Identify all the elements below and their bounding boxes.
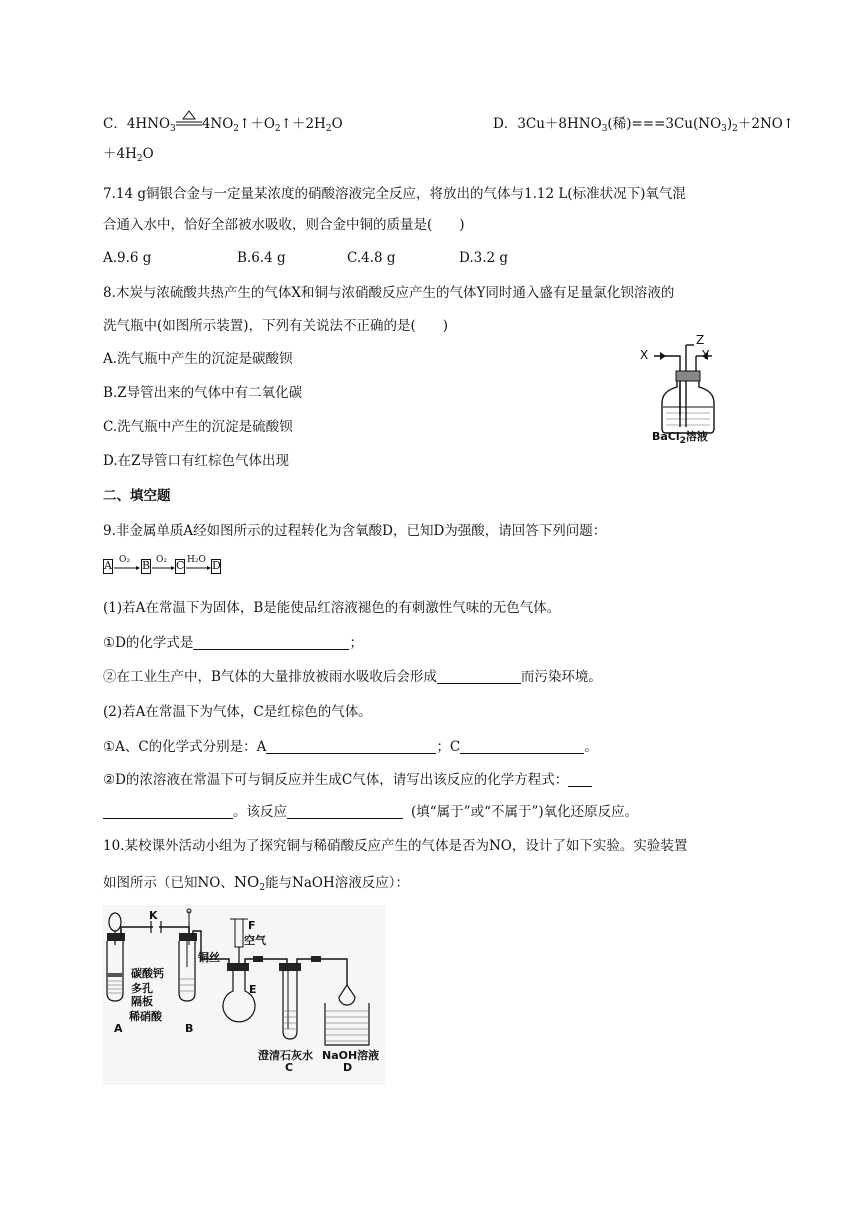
scheme-d: D [212, 559, 221, 572]
label-c: C [285, 1061, 294, 1074]
q6-option-d: D．$3Cu+8HNO_3$(稀)$===3Cu(NO_3)_2+2NO↑$ [493, 116, 795, 134]
answer-blank[interactable] [437, 669, 521, 684]
answer-blank[interactable] [266, 739, 436, 754]
gas-y-label: Y [702, 348, 710, 362]
q8-option-a: A.洗气瓶中产生的沉淀是碳酸钡 [103, 351, 293, 367]
q9-part1-q2: ②在工业生产中，B气体的大量排放被雨水吸收后会形成 而污染环境。 [103, 669, 602, 685]
section-title: 二、填空题 [103, 488, 171, 504]
answer-blank[interactable] [103, 804, 233, 819]
q9-intro: 9.非金属单质A经如图所示的过程转化为含氧酸D，已知D为强酸，请回答下列问题： [103, 523, 607, 539]
q9-part1-q1: ①D的化学式是 ； [103, 635, 363, 651]
label-copper-wire: 铜丝 [198, 951, 220, 964]
q6-option-d-continued: $+4H_2O$ [103, 146, 154, 164]
scheme-b: B [142, 559, 151, 572]
scheme-c: C [176, 559, 185, 572]
q8-option-b: B.Z导管出来的气体中有二氧化碳 [103, 385, 303, 401]
q9-part1: (1)若A在常温下为固体，B是能使品红溶液褪色的有刺激性气味的无色气体。 [103, 600, 561, 616]
q7-stem-line2: 合通入水中，恰好全部被水吸收，则合金中铜的质量是( ) [103, 217, 465, 233]
q10-stem-line2: 如图所示（已知NO、$NO_2$能与NaOH溶液反应）： [103, 873, 410, 893]
q9-part2-q2: ②D的浓溶液在常温下可与铜反应并生成C气体，请写出该反应的化学方程式： [103, 770, 592, 790]
scheme-a: A [104, 559, 112, 572]
label-b: B [185, 1022, 194, 1035]
scheme-arrow3-label: H₂O [187, 555, 206, 565]
answer-blank[interactable] [287, 804, 403, 819]
label-k: K [149, 909, 158, 922]
q8-stem-line1: 8.木炭与浓硫酸共热产生的气体X和铜与浓硝酸反应产生的气体Y同时通入盛有足量氯化钡溶液的 [103, 285, 675, 301]
label-naoh: NaOH溶液 [322, 1049, 380, 1062]
q7-stem-line1: 7.14 g铜银合金与一定量某浓度的硝酸溶液完全反应，将放出的气体与1.12 L(标准状况下)氧气混 [103, 186, 686, 202]
label-air: 空气 [244, 934, 266, 947]
gas-z-label: Z [696, 333, 705, 347]
q9-part2-q1: ①A、C的化学式分别是：A ；C 。 [103, 739, 598, 755]
scheme-arrow1-label: O₂ [119, 555, 130, 565]
label-a: A [114, 1022, 123, 1035]
label-d: D [343, 1061, 353, 1074]
label-porous-1: 多孔 [131, 982, 153, 995]
label-e: E [249, 983, 257, 996]
label-dilute-nitric: 稀硝酸 [129, 1010, 162, 1023]
wash-bottle-figure [636, 333, 726, 446]
label-limewater: 澄清石灰水 [258, 1049, 313, 1062]
heat-arrow-icon [176, 116, 202, 130]
q10-stem-line1: 10.某校课外活动小组为了探究铜与稀硝酸反应产生的气体是否为NO，设计了如下实验。实验装置 [103, 838, 688, 854]
q7-option-a: A.9.6 g [103, 250, 152, 266]
q8-option-c: C.洗气瓶中产生的沉淀是硫酸钡 [103, 419, 293, 435]
q7-option-d: D.3.2 g [459, 250, 509, 266]
scheme-arrow2-label: O₂ [156, 555, 167, 565]
label-caco3: 碳酸钙 [131, 967, 164, 980]
label-porous-2: 隔板 [131, 995, 153, 1008]
answer-blank[interactable] [568, 772, 592, 787]
conversion-scheme [103, 556, 223, 576]
q7-option-b: B.6.4 g [237, 250, 286, 266]
q7-option-c: C.4.8 g [347, 250, 396, 266]
gas-x-label: X [640, 348, 649, 362]
bacl2-caption: BaCl$_2$溶液 [652, 430, 708, 446]
label-f: F [248, 919, 256, 932]
q9-part2: (2)若A在常温下为气体，C是红棕色的气体。 [103, 704, 372, 720]
q7-options [103, 248, 508, 268]
q9-part2-q2-continued: 。该反应 (填“属于”或“不属于”)氧化还原反应。 [103, 802, 638, 822]
q6-option-c: C．$4HNO_3$ $4NO_2↑+O_2↑+2H_2O$ [103, 114, 343, 134]
answer-blank[interactable] [193, 635, 349, 650]
answer-blank[interactable] [460, 739, 584, 754]
q8-option-d: D.在Z导管口有红棕色气体出现 [103, 453, 290, 469]
q8-stem-line2: 洗气瓶中(如图所示装置)，下列有关说法不正确的是( ) [103, 318, 449, 334]
apparatus-figure [103, 905, 385, 1085]
